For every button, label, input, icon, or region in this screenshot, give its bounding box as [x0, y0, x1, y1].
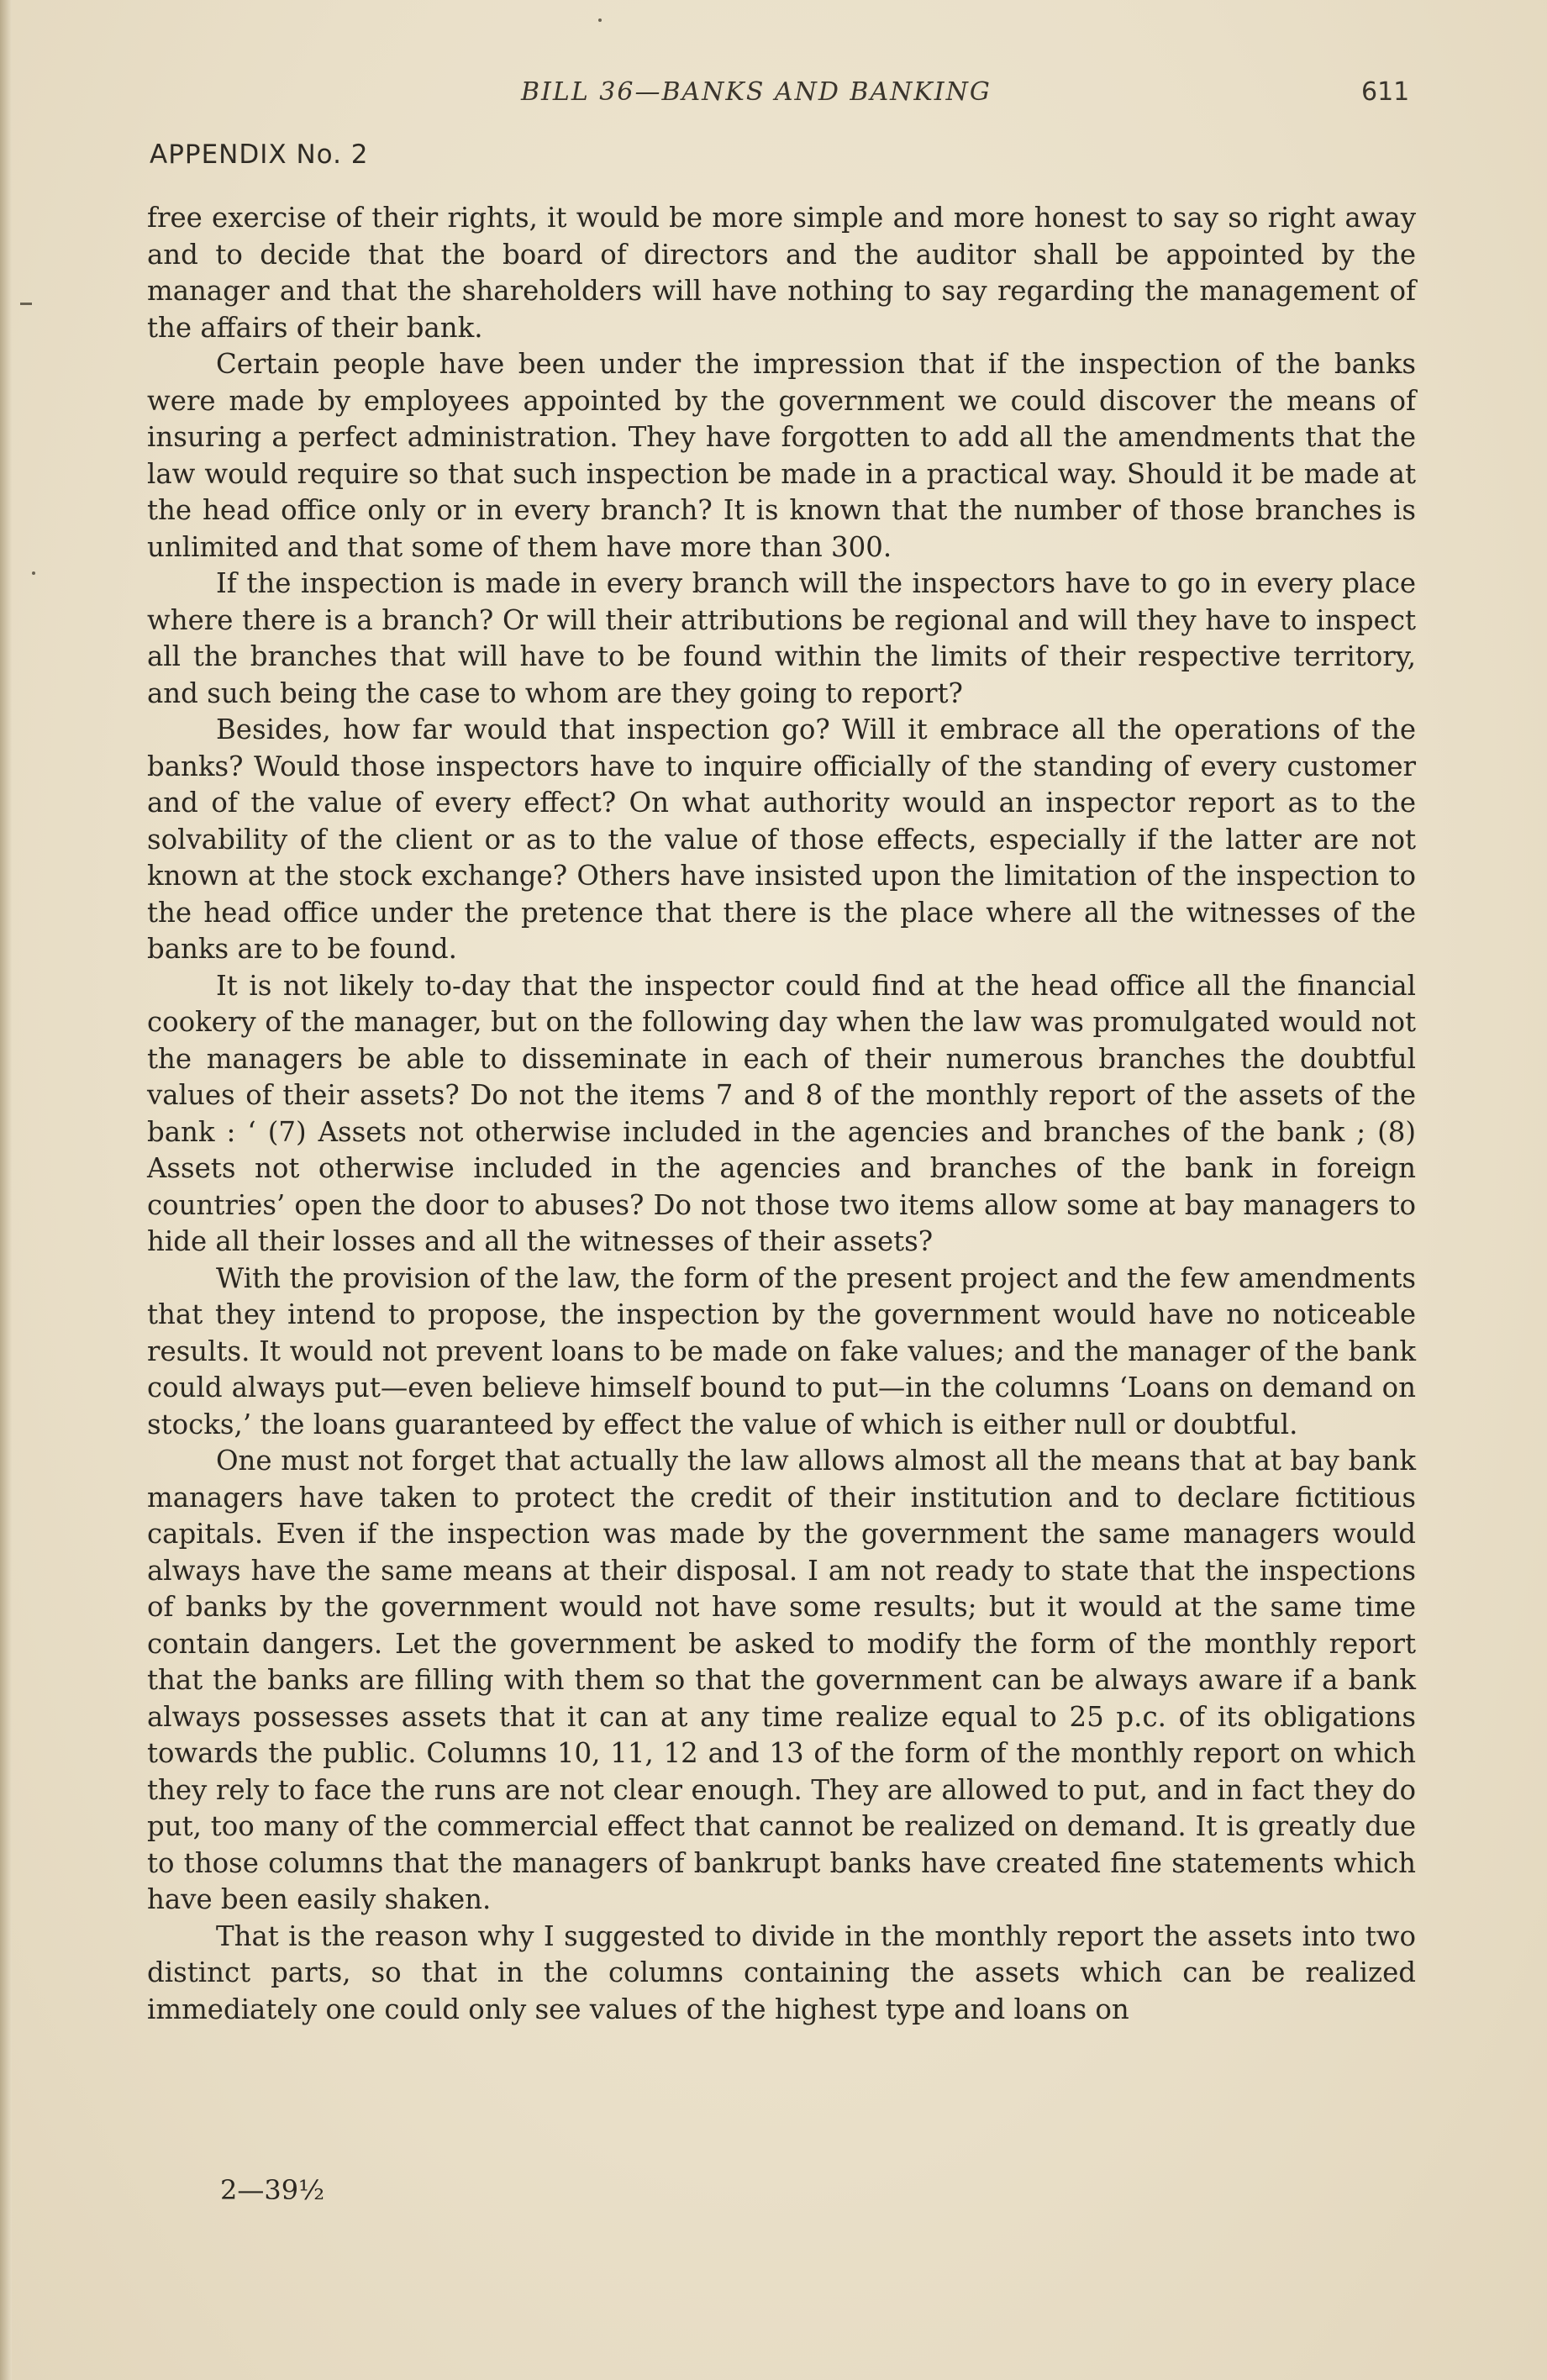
- margin-mark: [20, 303, 32, 305]
- margin-mark: [598, 18, 602, 22]
- page-number: 611: [1361, 77, 1410, 107]
- paragraph-5: It is not likely to-day that the inspector could find at the head office all the financial cookery of the manager, but on the following day when the law was promulgated would not the managers be able to disseminate in each of their numerous branches the doubtful values of their assets? Do not the items 7 and 8 of the monthly report of the assets of the bank : ‘ (7) Assets not otherwise included in the agencies and branches of the bank ; (8) Assets not otherwise included in the agencies and branches of the bank in foreign countries’ open the door to abuses? Do not those two items allow some at bay managers to hide all their losses and all the witnesses of their assets?: [147, 969, 1416, 1257]
- margin-mark: [32, 571, 35, 575]
- paragraph-8: That is the reason why I suggested to divide in the monthly report the assets into two distinct parts, so that in the columns containing the assets which can be realized immediately one could only see values of the highest type and loans on: [147, 1919, 1416, 2025]
- running-title: BILL 36—BANKS AND BANKING: [521, 77, 992, 107]
- paragraph-4: Besides, how far would that inspection go? Will it embrace all the operations of the banks? Would those inspectors have to inquire officially of the standing of every customer and of the value of every effect? On what authority would an inspector report as to the solvability of the client or as to the value of those effects, especially if the latter are not known at the stock exchange? Others have insisted upon the limitation of the inspection to the head office under the pretence that there is the place where all the witnesses of the banks are to be found.: [147, 713, 1416, 965]
- paragraph-1: free exercise of their rights, it would be more simple and more honest to say so right away and to decide that the board of directors and the auditor shall be appointed by the manager and that the shareholders will have nothing to say regarding the management of the affairs of their bank.: [147, 202, 1416, 344]
- signature-mark: 2—39½: [220, 2174, 325, 2206]
- page-left-edge: [0, 0, 12, 2380]
- paragraph-3: If the inspection is made in every branch will the inspectors have to go in every place where there is a branch? Or will their attributions be regional and will they have to inspect all the branches that will have to be found within the limits of their respective territory, and such being the case to whom are they going to report?: [147, 567, 1416, 709]
- paragraph-6: With the provision of the law, the form of the present project and the few amendments that they intend to propose, the inspection by the government would have no noticeable results. It would not prevent loans to be made on fake values; and the manager of the bank could always put—even believe himself bound to put—in the columns ‘Loans on demand on stocks,’ the loans guaranteed by effect the value of which is either null or doubtful.: [147, 1261, 1416, 1440]
- body-text: [147, 200, 1416, 2028]
- appendix-label: APPENDIX No. 2: [150, 140, 369, 170]
- paragraph-2: Certain people have been under the impression that if the inspection of the banks were made by employees appointed by the government we could discover the means of insuring a perfect administration. They have forgotten to add all the amendments that the law would require so that such inspection be made in a practical way. Should it be made at the head office only or in every branch? It is known that the number of those branches is unlimited and that some of them have more than 300.: [147, 348, 1416, 563]
- paragraph-7: One must not forget that actually the law allows almost all the means that at bay bank managers have taken to protect the credit of their institution and to declare fictitious capitals. Even if the inspection was made by the government the same managers would always have the same means at their disposal. I am not ready to state that the inspections of banks by the government would not have some results; but it would at the same time contain dangers. Let the government be asked to modify the form of the monthly report that the banks are filling with them so that the government can be always aware if a bank always possesses assets that it can at any time realize equal to 25 p.c. of its obligations towards the public. Columns 10, 11, 12 and 13 of the form of the monthly report on which they rely to face the runs are not clear enough. They are allowed to put, and in fact they do put, too many of the commercial effect that cannot be realized on demand. It is greatly due to those columns that the managers of bankrupt banks have created fine statements which have been easily shaken.: [147, 1445, 1416, 1915]
